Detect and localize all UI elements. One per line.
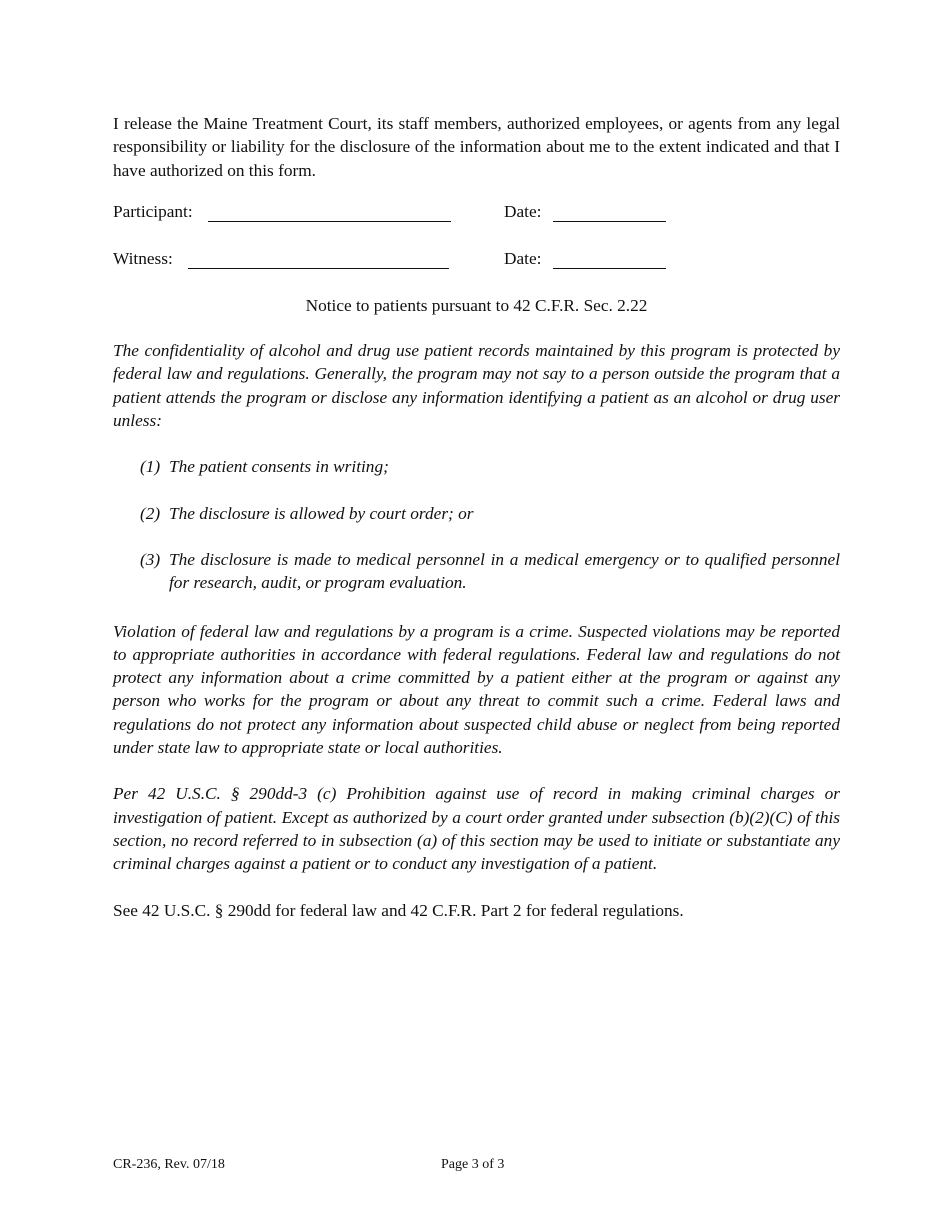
document-page <box>113 112 840 922</box>
conditions-list <box>113 455 840 594</box>
see-paragraph: See 42 U.S.C. § 290dd for federal law and 42 C.F.R. Part 2 for federal regulations. <box>113 900 684 920</box>
witness-signature-line[interactable] <box>188 268 449 269</box>
page-number: Page 3 of 3 <box>441 1157 505 1172</box>
participant-signature-line[interactable] <box>208 221 451 222</box>
witness-date-label: Date: <box>504 248 542 268</box>
list-item-number: (2) <box>140 503 161 523</box>
witness-signature-row <box>113 249 840 272</box>
witness-date-line[interactable] <box>553 268 666 269</box>
violation-paragraph: Violation of federal law and regulations by a program is a crime. Suspected violations may be reported to appropriate authorities in accordance with federal regulations. Federal law and regulations do not protect any information about a crime committed by a patient either at the program or against any person who works for the program or about any threat to commit such a crime. Federal laws and regulations do not protect any information about suspected child abuse or neglect from being reported under state law to appropriate state or local authorities. <box>113 621 840 758</box>
list-item <box>113 502 840 525</box>
list-item <box>113 548 840 595</box>
list-item-text: The disclosure is allowed by court order; or <box>169 503 474 523</box>
participant-label: Participant: <box>113 201 193 221</box>
list-item-number: (3) <box>140 549 161 569</box>
list-item-text: The patient consents in writing; <box>169 457 389 477</box>
participant-date-line[interactable] <box>553 221 666 222</box>
form-number: CR-236, Rev. 07/18 <box>113 1157 225 1172</box>
usc-paragraph: Per 42 U.S.C. § 290dd-3 (c) Prohibition against use of record in making criminal charges or investigation of patient. Except as authorized by a court order granted under subsection (b)(2)(C) of this section, no record referred to in subsection (a) of this section may be used to initiate or substantiate any criminal charges against a patient or to conduct any investigation of a patient. <box>113 784 840 874</box>
release-paragraph: I release the Maine Treatment Court, its staff members, authorized employees, or agents from any legal responsibility or liability for the disclosure of the information about me to the extent indicated and that I have authorized on this form. <box>113 114 840 180</box>
participant-signature-row <box>113 202 840 225</box>
confidentiality-paragraph: The confidentiality of alcohol and drug use patient records maintained by this program is protected by federal law and regulations. Generally, the program may not say to a person outside the program that a patient attends the program or disclose any information identifying a patient as an alcohol or drug user unless: <box>113 341 840 431</box>
witness-label: Witness: <box>113 248 173 268</box>
list-item-number: (1) <box>140 457 161 477</box>
notice-title: Notice to patients pursuant to 42 C.F.R. Sec. 2.22 <box>305 295 648 315</box>
participant-date-label: Date: <box>504 201 542 221</box>
list-item-text: The disclosure is made to medical personnel in a medical emergency or to qualified personnel for research, audit, or program evaluation. <box>169 549 840 593</box>
list-item <box>113 455 840 478</box>
